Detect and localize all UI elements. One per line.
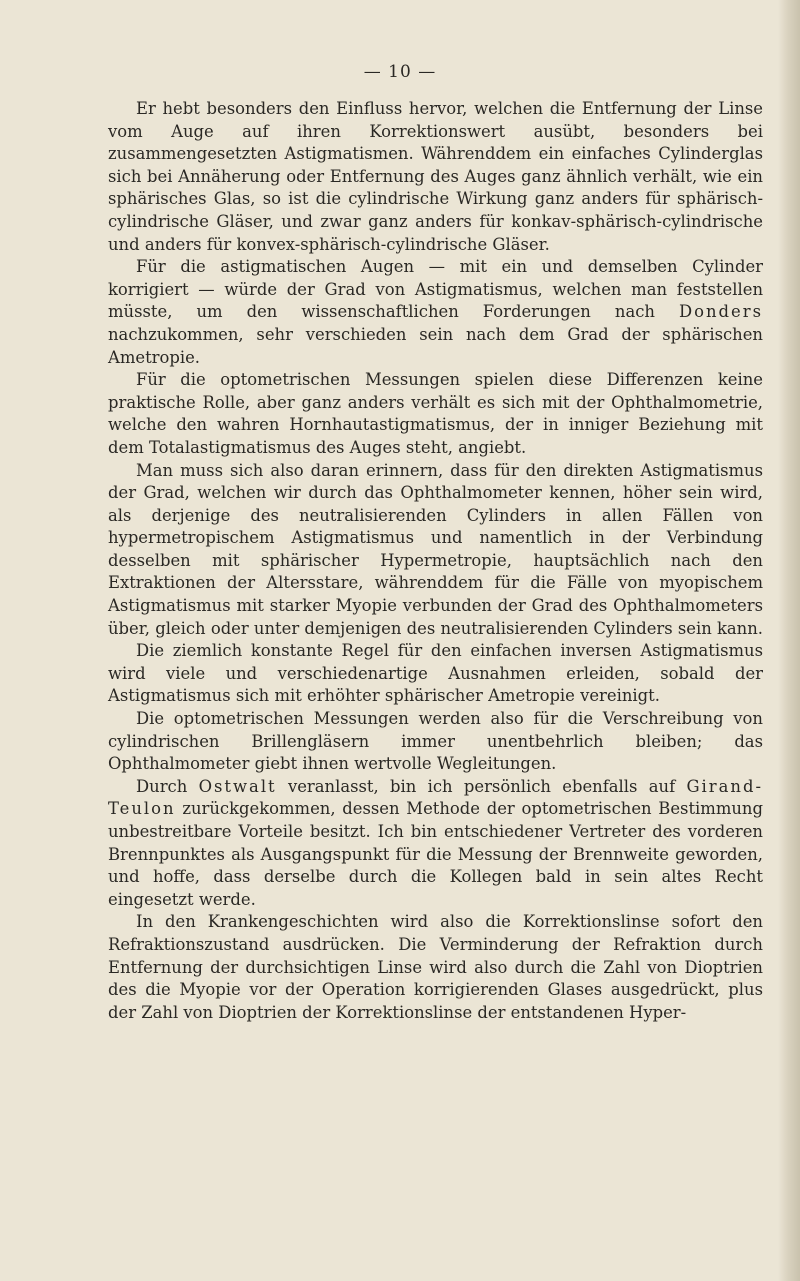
paragraph-text: nachzukommen, sehr verschieden sein nach dem Grad der sphärischen Ametropie. bbox=[108, 324, 763, 367]
paragraph-text: zurückgekommen, dessen Methode der optometrischen Bestimmung unbestreitbare Vorteile besitzt. Ich bin entschiedener Vertreter des vorderen Brennpunktes als Ausgangspunkt für die Messung der Brennweite geworden, und hoffe, dass derselbe durch die Kollegen bald in sein altes Recht eingesetzt werde. bbox=[108, 799, 763, 909]
author-name-ostwalt: Ostwalt bbox=[198, 776, 277, 796]
author-name-donders: Donders bbox=[678, 302, 763, 322]
paragraph-text: Durch bbox=[136, 776, 199, 796]
paragraph-7 bbox=[108, 776, 763, 912]
paragraph-text: Er hebt besonders den Einfluss hervor, welchen die Entfernung der Linse vom Auge auf ihren Korrektionswert ausübt, besonders bei zusammengesetzten Astigmatismen. Währenddem ein einfaches Cylinderglas sich bei Annäherung oder Entfernung des Auges ganz ähnlich verhält, wie ein sphärisches Glas, so ist die cylindrische Wirkung ganz anders für sphärisch-cylindrische Gläser, und zwar ganz anders für konkav-sphärisch-cylindrische und anders für konvex-sphärisch-cylindrische Gläser. bbox=[108, 99, 763, 254]
paragraph-1 bbox=[108, 98, 763, 256]
paragraph-text: Die optometrischen Messungen werden also für die Verschreibung von cylindrischen Brillengläsern immer unentbehrlich bleiben; das Ophthalmometer giebt ihnen wertvolle Wegleitungen. bbox=[108, 709, 763, 774]
paragraph-2 bbox=[108, 256, 763, 369]
paragraph-4 bbox=[108, 460, 763, 641]
paragraph-text: Für die astigmatischen Augen — mit ein und demselben Cylinder korrigiert — würde der Grad von Astigmatismus, welchen man feststellen müsste, um den wissenschaftlichen Forderungen nach bbox=[108, 257, 763, 322]
author-name-girand-teulon: Girand-Teulon bbox=[108, 776, 763, 819]
paragraph-6 bbox=[108, 708, 763, 776]
paragraph-5 bbox=[108, 640, 763, 708]
page-edge-shadow bbox=[778, 0, 800, 1281]
paragraph-8 bbox=[108, 911, 763, 1024]
page-number: — 10 — bbox=[363, 62, 437, 82]
paragraph-text: veranlasst, bin ich persönlich ebenfalls auf bbox=[276, 776, 687, 796]
paragraph-text: In den Krankengeschichten wird also die Korrektionslinse sofort den Refraktionszustand ausdrücken. Die Verminderung der Refraktion durch Entfernung der durchsichtigen Linse wird also durch die Zahl von Dioptrien des die Myopie vor der Operation korrigierenden Glases ausgedrückt, plus der Zahl von Dioptrien der Korrektionslinse der entstandenen Hyper- bbox=[108, 912, 763, 1022]
paragraph-text: Die ziemlich konstante Regel für den einfachen inversen Astigmatismus wird viele und verschiedenartige Ausnahmen erleiden, sobald der Astigmatismus sich mit erhöhter sphärischer Ametropie vereinigt. bbox=[108, 641, 763, 706]
paragraph-3 bbox=[108, 369, 763, 459]
paragraph-text: Für die optometrischen Messungen spielen diese Differenzen keine praktische Rolle, aber ganz anders verhält es sich mit der Ophthalmometrie, welche den wahren Hornhautastigmatismus, der in inniger Beziehung mit dem Totalastigmatismus des Auges steht, angiebt. bbox=[108, 370, 763, 457]
body-text bbox=[108, 98, 763, 1024]
paragraph-text: Man muss sich also daran erinnern, dass für den direkten Astigmatismus der Grad, welchen wir durch das Ophthalmometer kennen, höher sein wird, als derjenige des neutralisierenden Cylinders in allen Fällen von hypermetropischem Astigmatismus und namentlich in der Verbindung desselben mit sphärischer Hypermetropie, hauptsächlich nach den Extraktionen der Altersstare, währenddem für die Fälle von myopischem Astigmatismus mit starker Myopie verbunden der Grad des Ophthalmometers über, gleich oder unter demjenigen des neutralisierenden Cylinders sein kann. bbox=[108, 460, 763, 638]
